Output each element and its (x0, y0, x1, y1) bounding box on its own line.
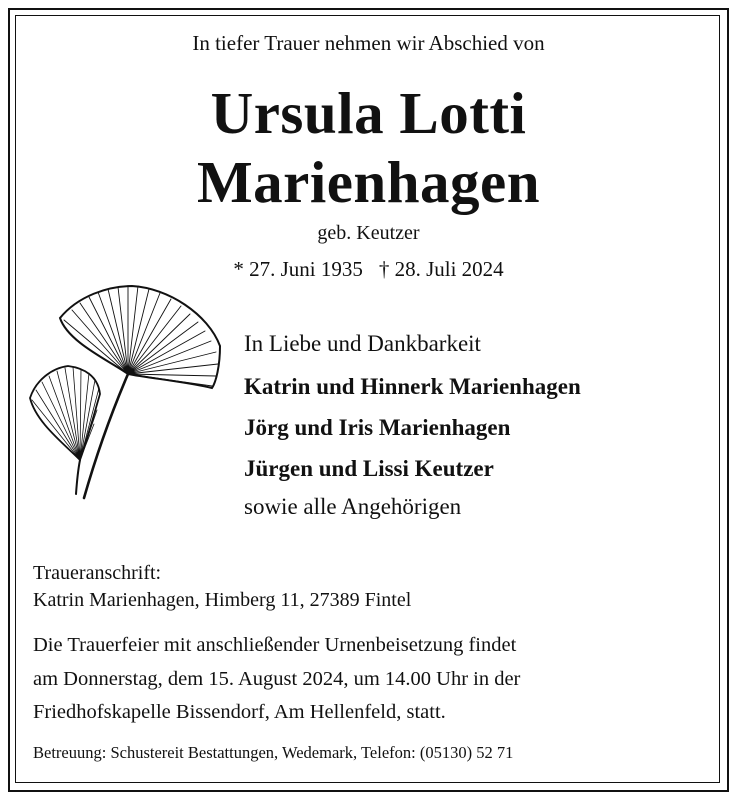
address-value: Katrin Marienhagen, Himberg 11, 27389 Fintel (33, 589, 412, 611)
funeral-home-footer: Betreuung: Schustereit Bestattungen, Wedemark, Telefon: (05130) 52 71 (33, 743, 514, 762)
birth-date: * 27. Juni 1935 (233, 257, 363, 281)
intro-line: In tiefer Trauer nehmen wir Abschied von (192, 31, 545, 55)
life-dates (0, 257, 737, 282)
family-line-2: Jörg und Iris Marienhagen (244, 415, 511, 440)
deceased-name-first: Ursula Lotti (210, 80, 527, 146)
ginkgo-leaves-icon (28, 282, 228, 502)
mourners-others: sowie alle Angehörigen (244, 494, 462, 519)
small-ginkgo-leaf-icon (30, 366, 100, 494)
deceased-name-last: Marienhagen (196, 149, 541, 215)
large-ginkgo-leaf-icon (60, 286, 220, 498)
address-label: Traueranschrift: (33, 562, 162, 584)
ceremony-line-3: Friedhofskapelle Bissendorf, Am Hellenfeld, statt. (33, 701, 446, 723)
ceremony-line-2: am Donnerstag, dem 15. August 2024, um 14.00 Uhr in der (33, 668, 521, 690)
family-line-1: Katrin und Hinnerk Marienhagen (244, 374, 581, 399)
mourners-intro: In Liebe und Dankbarkeit (244, 331, 481, 356)
ceremony-line-1: Die Trauerfeier mit anschließender Urnenbeisetzung findet (33, 634, 517, 656)
death-date: † 28. Juli 2024 (378, 257, 504, 281)
maiden-name: geb. Keutzer (317, 222, 420, 244)
family-line-3: Jürgen und Lissi Keutzer (244, 456, 494, 481)
